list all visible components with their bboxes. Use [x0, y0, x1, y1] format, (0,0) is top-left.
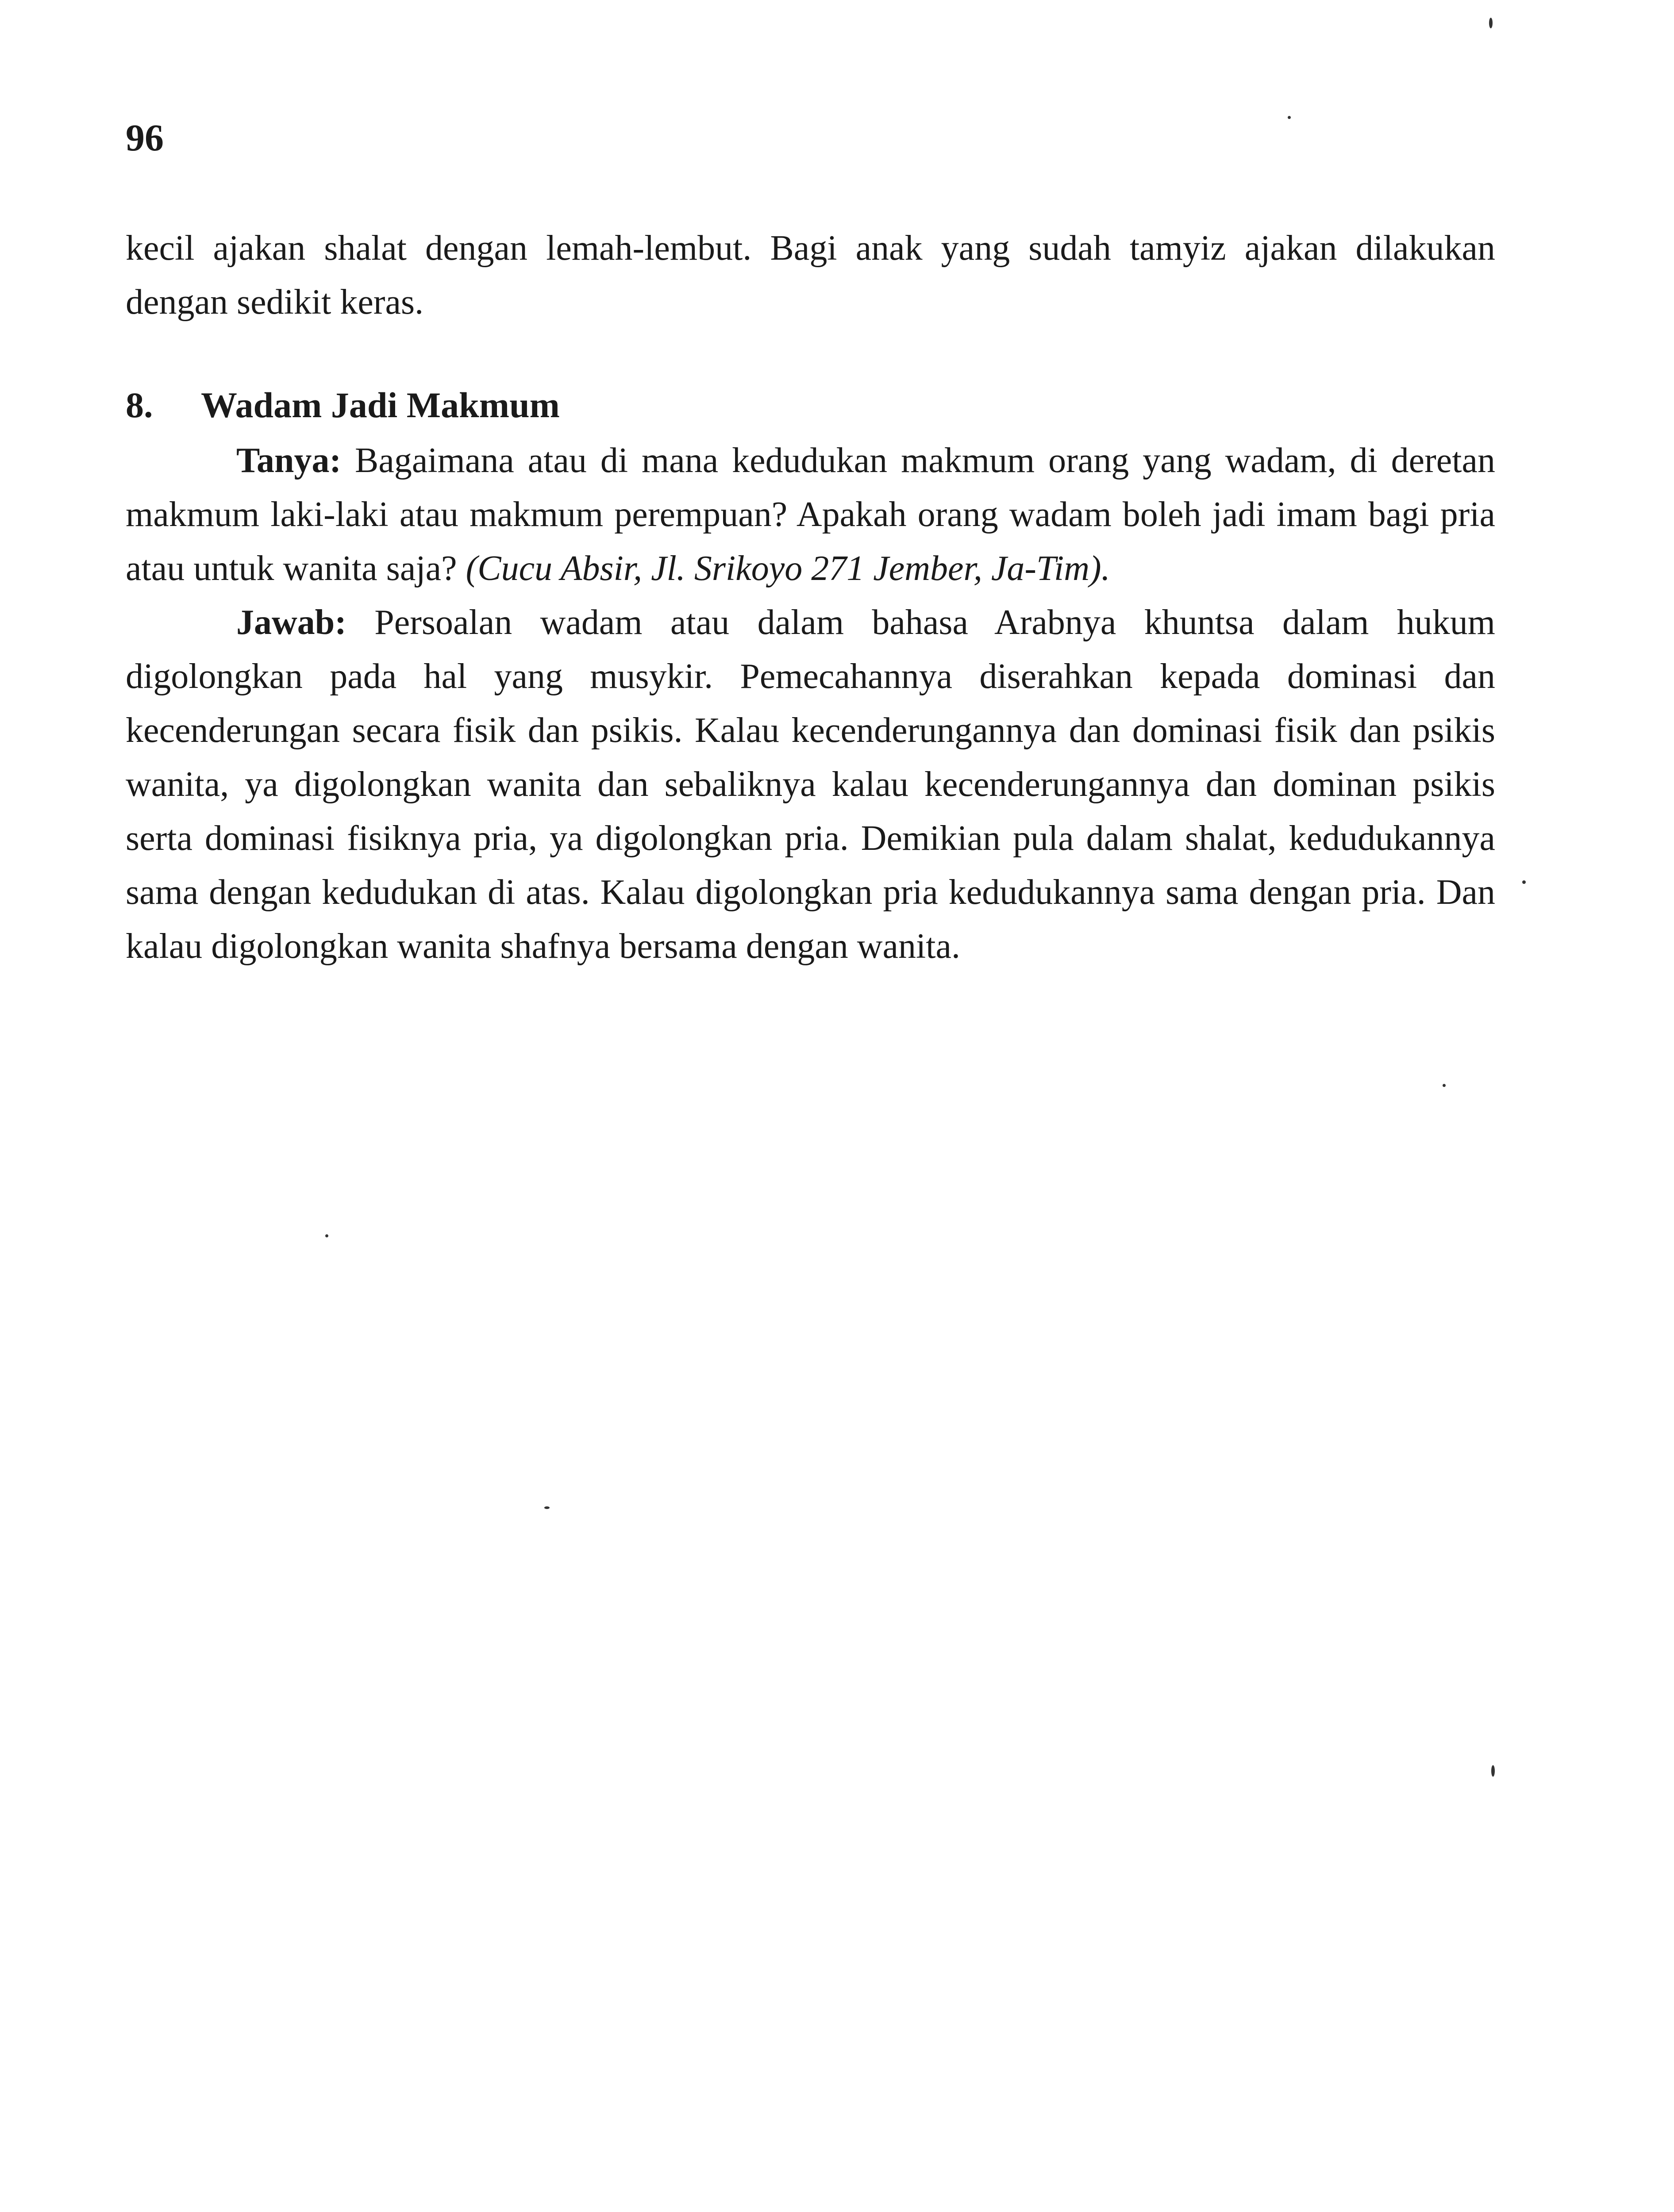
answer-text: Persoalan wadam atau dalam bahasa Arabnya khuntsa dalam hukum digolongkan pada hal yang musykir. Pemecahannya diserahkan kepada dominasi dan kecenderungan secara fisik dan psikis. Kalau kecenderungannya dan dominasi fisik dan psikis wanita, ya digolongkan wanita dan sebaliknya kalau kecenderungannya dan dominan psikis serta dominasi fisiknya pria, ya digolongkan pria. Demikian pula dalam shalat, kedudukannya sama dengan kedudukan di atas. Kalau digolongkan pria kedudukannya sama dengan pria. Dan kalau digolongkan wanita shafnya bersama dengan wanita.: [126, 603, 1496, 966]
question-paragraph: [126, 434, 1495, 595]
scan-speck: [544, 1506, 550, 1509]
scan-speck: [1288, 116, 1291, 119]
scan-speck: [1491, 1765, 1495, 1777]
scan-speck: [1489, 18, 1493, 28]
scan-speck: [325, 1234, 328, 1237]
intro-paragraph: [126, 221, 1495, 329]
section-number: 8.: [126, 385, 153, 425]
answer-paragraph: [126, 595, 1495, 973]
section-heading: [126, 378, 560, 432]
page-number: 96: [126, 116, 164, 159]
question-text: Bagaimana atau di mana kedudukan makmum orang yang wadam, di deretan makmum laki-laki atau makmum perempuan? Apakah orang wadam boleh jadi imam bagi pria atau untuk wanita saja?: [126, 441, 1495, 588]
intro-text: kecil ajakan shalat dengan lemah-lembut. Bagi anak yang sudah tamyiz ajakan dilakukan dengan sedikit keras.: [126, 229, 1495, 322]
answer-label: Jawab:: [236, 603, 346, 642]
scan-speck: [1443, 1084, 1446, 1087]
question-citation: (Cucu Absir, Jl. Srikoyo 271 Jember, Ja-Tim).: [466, 549, 1110, 588]
section-title: Wadam Jadi Makmum: [201, 385, 560, 425]
question-label: Tanya:: [236, 441, 342, 480]
qa-block: [126, 434, 1495, 973]
scan-speck: [1522, 880, 1526, 884]
